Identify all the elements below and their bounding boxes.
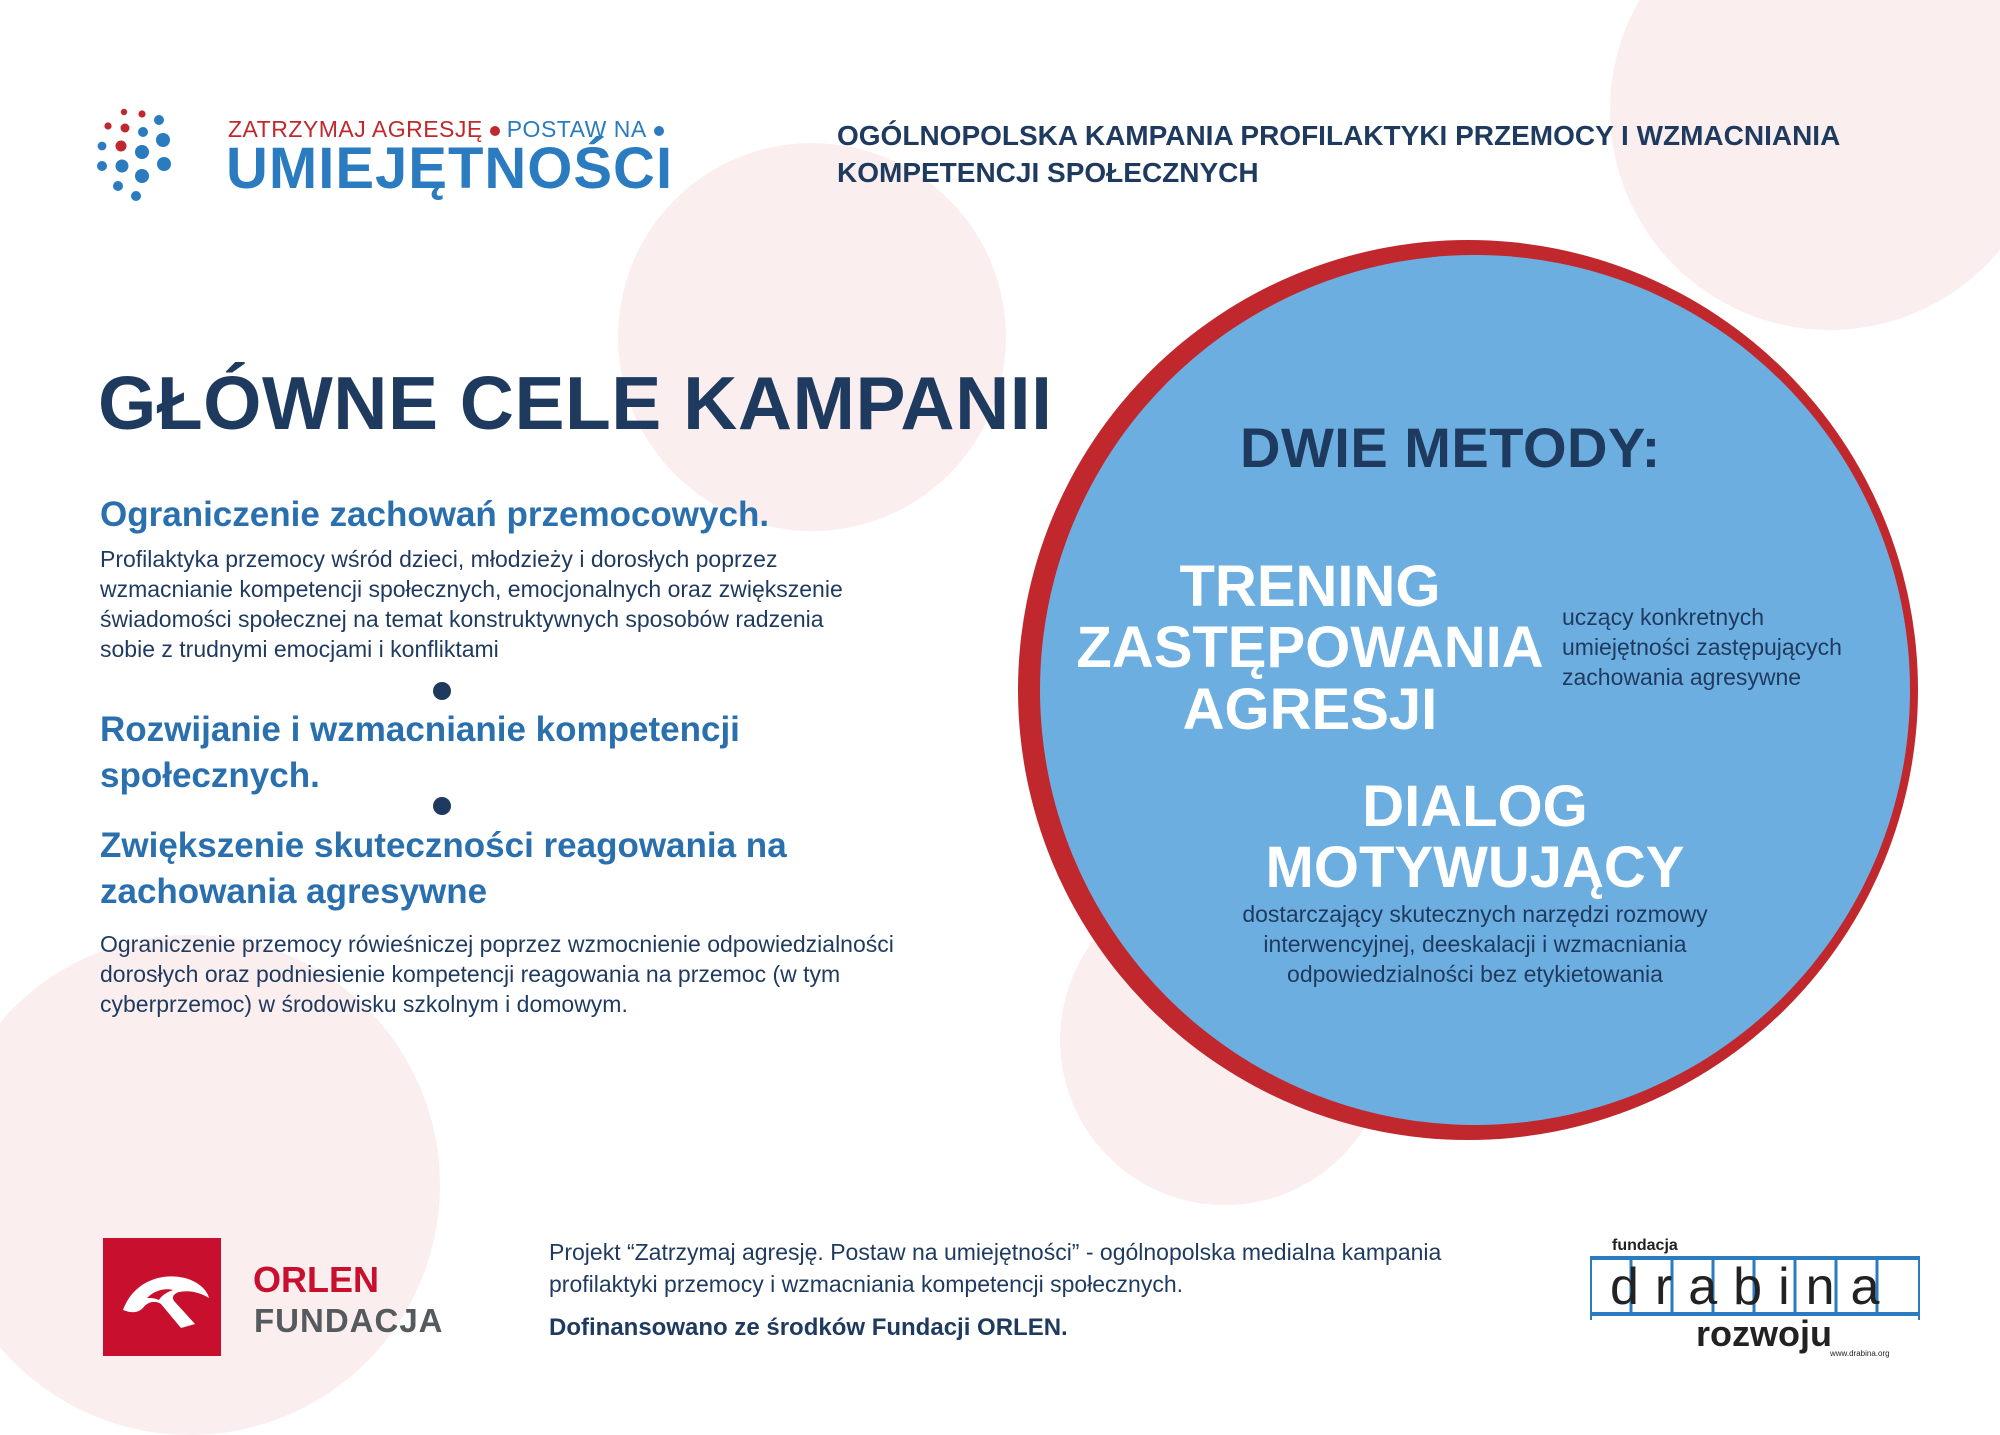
partner-url: www.drabina.org	[1830, 1349, 1890, 1358]
goal-3-text: Ograniczenie przemocy rówieśniczej poprzez wzmocnienie odpowiedzialności dorosłych oraz podniesienie kompetencji reagowania na przemoc (w tym cyberprzemoc) w środowisku szkolnym i domowym.	[100, 931, 894, 1017]
method-2-name: DIALOG MOTYWUJĄCY	[1265, 774, 1685, 901]
campaign-brand: UMIEJĘTNOŚCI	[226, 136, 674, 201]
tagline-end-dot	[654, 126, 664, 136]
drabina-rozwoju-logo	[1590, 1228, 1920, 1358]
goal-1-text: Profilaktyka przemocy wśród dzieci, młodzieży i dorosłych poprzez wzmacnianie kompetencji społecznych, emocjonalnych oraz zwiększenie świadomości społecznej na temat konstruktywnych sposobów radzenia sobie z trudnymi emocjami i konfliktami	[100, 546, 843, 662]
methods-title: DWIE METODY:	[1240, 416, 1661, 479]
goals-title: GŁÓWNE CELE KAMPANII	[98, 361, 1053, 445]
goal-2-heading: Rozwijanie i wzmacnianie kompetencji społecznych.	[100, 710, 740, 796]
bullet-separator	[433, 797, 451, 815]
tagline-part-1: ZATRZYMAJ AGRESJĘ	[228, 116, 483, 142]
partner-label-bottom: rozwoju	[1696, 1313, 1832, 1354]
method-1-description: uczący konkretnych umiejętności zastępujących zachowania agresywne	[1562, 604, 1842, 690]
partner-label-top: fundacja	[1612, 1237, 1678, 1254]
goal-3-heading: Zwiększenie skuteczności reagowania na zachowania agresywne	[100, 826, 787, 912]
partner-word: drabina	[1610, 1258, 1896, 1316]
background-blob	[618, 143, 1006, 531]
sponsor-subtitle: FUNDACJA	[254, 1302, 444, 1339]
campaign-title: OGÓLNOPOLSKA KAMPANIA PROFILAKTYKI PRZEMOCY I WZMACNIANIA KOMPETENCJI SPOŁECZNYCH	[837, 120, 1840, 188]
method-2-description: dostarczający skutecznych narzędzi rozmowy interwencyjnej, deeskalacji i wzmacniania odpowiedzialności bez etykietowania	[1242, 901, 1708, 987]
tagline-part-2: POSTAW NA	[506, 116, 647, 142]
funding-note: Dofinansowano ze środków Fundacji ORLEN.	[549, 1314, 1068, 1341]
bullet-separator	[433, 682, 451, 700]
goal-1-heading: Ograniczenie zachowań przemocowych.	[100, 495, 770, 534]
tagline-separator-dot	[490, 126, 500, 136]
project-description: Projekt “Zatrzymaj agresję. Postaw na umiejętności” - ogólnopolska medialna kampania profilaktyki przemocy i wzmacniania kompetencji społecznych.	[549, 1239, 1442, 1297]
sponsor-name: ORLEN	[253, 1259, 379, 1300]
orlen-logo-icon	[103, 1238, 221, 1356]
campaign-logo-icon	[96, 104, 206, 204]
method-1-name: TRENING ZASTĘPOWANIA AGRESJI	[1076, 554, 1544, 742]
orlen-eagle-icon	[103, 1238, 221, 1356]
